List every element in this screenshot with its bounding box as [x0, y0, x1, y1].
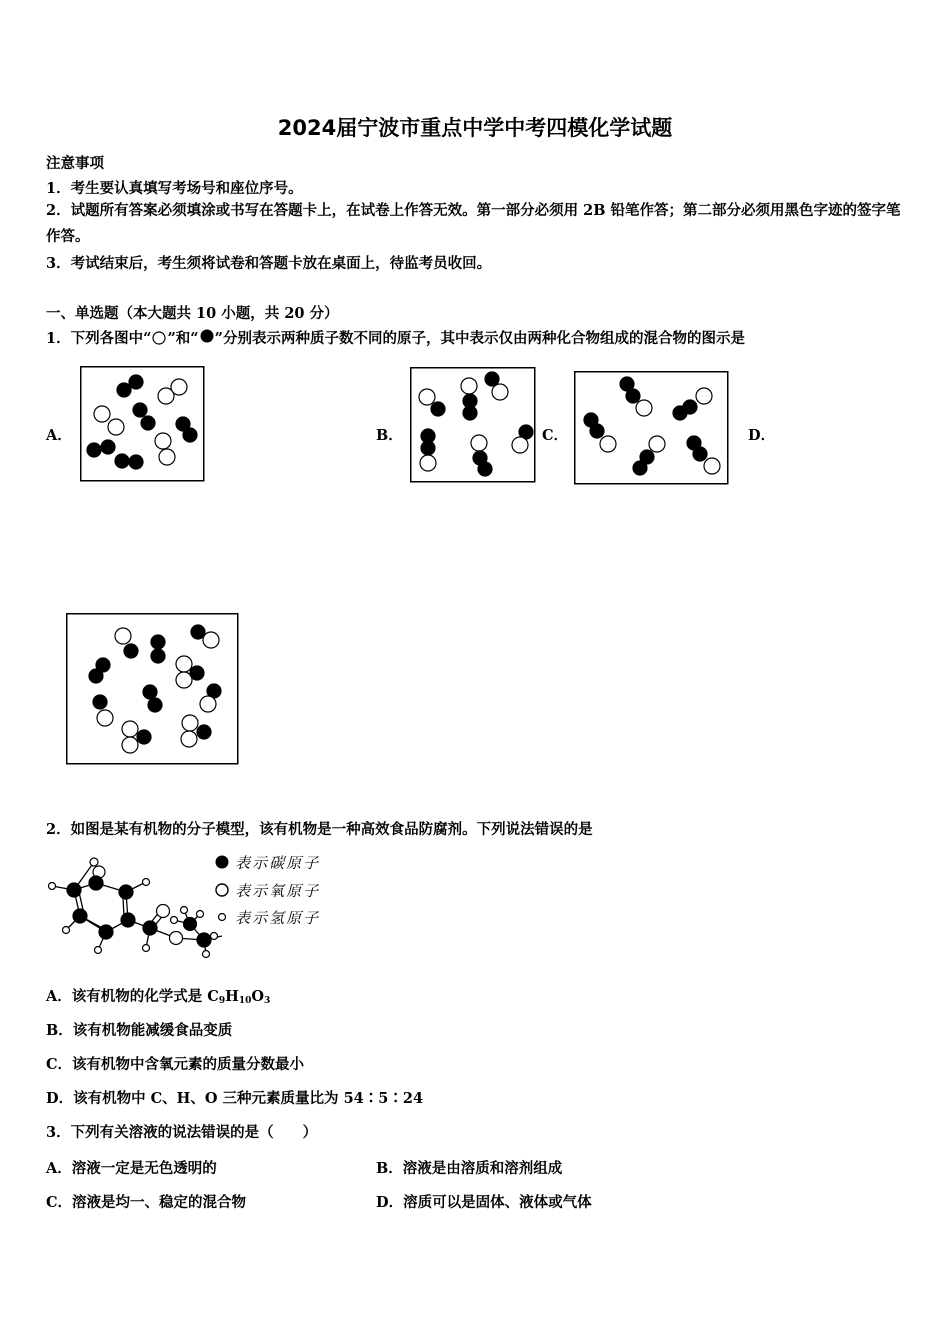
q1-label-b[interactable]: B． [376, 427, 403, 444]
diagram-b [410, 367, 536, 483]
q2-option-d[interactable]: D．该有机物中 C、H、O 三种元素质量比为 54∶5∶24 [46, 1090, 424, 1107]
q1-stem-post: ”分别表示两种质子数不同的原子，其中表示仅由两种化合物组成的混合物的图示是 [214, 330, 745, 347]
black-atom-icon [199, 329, 215, 345]
q3-option-d[interactable]: D．溶质可以是固体、液体或气体 [376, 1194, 592, 1211]
formula-h: H [225, 988, 239, 1005]
oxygen-atom-icon [214, 882, 230, 898]
legend-oxygen [214, 880, 320, 901]
formula-o: O [251, 988, 264, 1005]
molecule-model [44, 848, 214, 958]
q3-option-a[interactable]: A．溶液一定是无色透明的 [46, 1160, 217, 1177]
q2-option-a-text: A．该有机物的化学式是 C [46, 988, 219, 1005]
q1-label-d[interactable]: D． [748, 427, 776, 444]
carbon-atom-icon [214, 854, 230, 870]
notice-item-3: 3．考试结束后，考生须将试卷和答题卡放在桌面上，待监考员收回。 [46, 255, 492, 272]
diagram-c [574, 371, 729, 485]
q1-stem-mid: ”和“ [167, 330, 199, 347]
q2-option-c[interactable]: C．该有机物中含氧元素的质量分数最小 [46, 1056, 305, 1073]
q1-label-a[interactable]: A． [46, 427, 72, 444]
q3-option-b[interactable]: B．溶液是由溶质和溶剂组成 [376, 1160, 563, 1177]
q1-label-c[interactable]: C． [542, 427, 569, 444]
question-3-stem: 3．下列有关溶液的说法错误的是（ ） [46, 1124, 318, 1141]
q2-option-b[interactable]: B．该有机物能减缓食品变质 [46, 1022, 233, 1039]
page-title: 2024届宁波市重点中学中考四模化学试题 [277, 116, 673, 140]
legend-hydrogen [214, 907, 320, 928]
subscript-o: 3 [263, 996, 271, 1006]
q2-option-a[interactable] [46, 985, 270, 1006]
section-heading: 一、单选题（本大题共 10 小题，共 20 分） [46, 305, 339, 322]
legend-oxygen-text: 表示氧原子 [235, 882, 321, 900]
notice-item-1: 1．考生要认真填写考场号和座位序号。 [46, 180, 303, 197]
diagram-d [66, 613, 239, 765]
white-atom-icon [151, 329, 167, 345]
legend-hydrogen-text: 表示氢原子 [235, 909, 321, 927]
diagram-a [80, 366, 205, 482]
notice-item-2: 2．试题所有答案必须填涂或书写在答题卡上，在试卷上作答无效。第一部分必须用 2B 铅笔作答；第二部分必须用黑色字迹的签字笔作答。 [46, 202, 901, 245]
legend-carbon-text: 表示碳原子 [235, 854, 321, 872]
subscript-h: 10 [238, 996, 252, 1006]
legend-carbon [214, 852, 320, 873]
hydrogen-atom-icon [214, 909, 230, 925]
question-2-stem: 2．如图是某有机物的分子模型，该有机物是一种高效食品防腐剂。下列说法错误的是 [46, 821, 593, 838]
question-1-stem [46, 327, 745, 348]
q1-stem-pre: 1．下列各图中“ [46, 330, 152, 347]
notice-heading: 注意事项 [46, 155, 104, 172]
subscript-c: 9 [218, 996, 226, 1006]
q3-option-c[interactable]: C．溶液是均一、稳定的混合物 [46, 1194, 247, 1211]
